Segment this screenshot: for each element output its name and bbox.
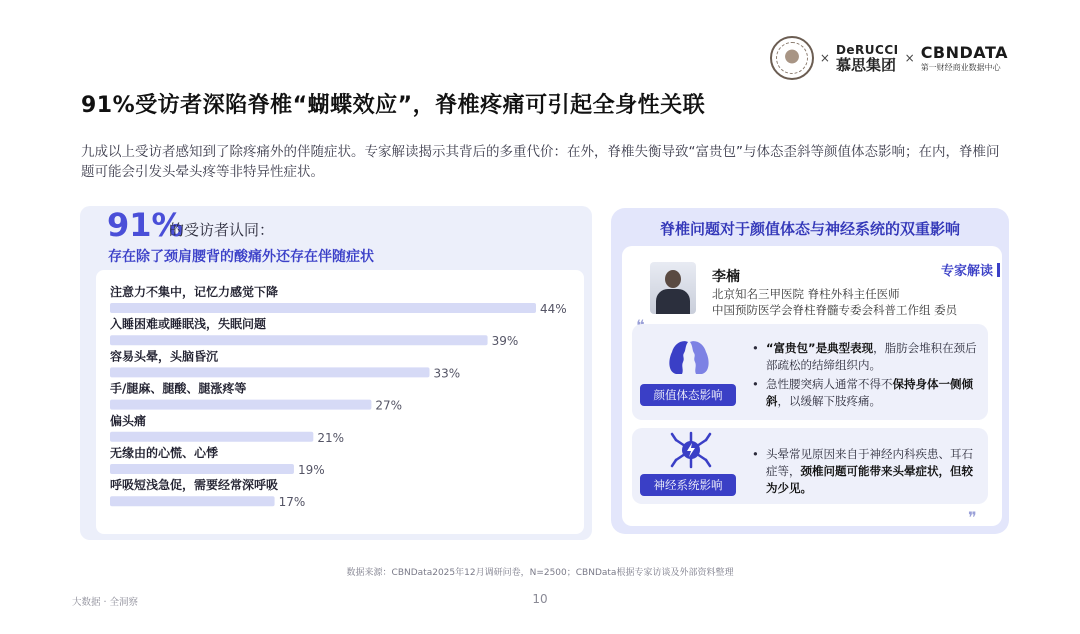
bar-chart-area bbox=[96, 270, 584, 534]
appearance-bullet-2-pre: 急性腰突病人通常不得不 bbox=[766, 377, 893, 391]
appearance-bullet-2-bold: 保持身体一侧倾斜 bbox=[766, 377, 973, 408]
quote-close-icon: ❞ bbox=[968, 508, 977, 527]
bar-value-label: 39% bbox=[491, 334, 519, 349]
appearance-bullet-2: • 急性腰突病人通常不得不保持身体一侧倾斜，以缓解下肢疼痛。 bbox=[752, 377, 973, 408]
right-panel-title: 脊椎问题对于颜值体态与神经系统的双重影响 bbox=[659, 220, 960, 238]
appearance-impact-label: 颜值体态影响 bbox=[640, 384, 736, 406]
face-profile-icon bbox=[662, 336, 716, 376]
expert-avatar bbox=[650, 262, 696, 314]
bar-value-label: 27% bbox=[375, 398, 403, 413]
footer-slogan: 大数据 · 全洞察 bbox=[72, 597, 139, 608]
nervous-bullet-1: • 头晕常见原因来自于神经内科疾患、耳石症等，颈椎问题可能带来头晕症状，但较为少见。 bbox=[752, 447, 973, 495]
times-sign: × bbox=[819, 51, 830, 65]
page-title: 91%受访者深陷脊椎“蝴蝶效应”，脊椎疼痛可引起全身性关联 bbox=[81, 93, 706, 118]
left-panel-header bbox=[80, 206, 592, 266]
expert-tag-bar bbox=[997, 263, 1000, 277]
headline-statement: 存在除了颈肩腰背的酸痛外还存在伴随症状 bbox=[108, 249, 374, 265]
derucci-logo bbox=[836, 44, 899, 73]
bar-category-label: 手/腿麻、腿酸、腿涨疼等 bbox=[110, 381, 247, 396]
bar-category-label: 入睡困难或睡眠浅，失眠问题 bbox=[110, 317, 267, 332]
bar-category-label: 呼吸短浅急促，需要经常深呼吸 bbox=[110, 478, 279, 493]
seal-logo-icon bbox=[770, 36, 814, 80]
nervous-bullet-1-bold: 颈椎问题可能带来头晕症状，但较为少见。 bbox=[766, 464, 973, 495]
expert-title-line2: 中国预防医学会脊柱脊髓专委会科普工作组 委员 bbox=[712, 303, 958, 317]
bar-value-label: 44% bbox=[540, 302, 567, 316]
nervous-bullet-1-pre: 头晕常见原因来自于神经内科疾患、耳石症等， bbox=[766, 447, 973, 478]
expert-tag bbox=[941, 260, 1000, 279]
data-source: 数据来源：CBNData2025年12月调研问卷，N=2500；CBNData根据专家访谈及外部资料整理 bbox=[346, 568, 734, 578]
bar-value-label: 19% bbox=[297, 463, 325, 477]
headline-percentage: 91% bbox=[107, 206, 184, 244]
bar-value-label: 33% bbox=[433, 366, 461, 381]
appearance-bullet-1: • “富贵包”是典型表现，脂肪会堆积在颈后部疏松的结缔组织内。 bbox=[752, 341, 977, 372]
derucci-logo-cn: 慕思集团 bbox=[835, 55, 896, 74]
derucci-logo-en: DeRUCCI bbox=[835, 42, 899, 57]
bar-value-label: 17% bbox=[278, 495, 306, 510]
appearance-bullet-1-rest: ，脂肪会堆积在颈后部疏松的结缔组织内。 bbox=[766, 341, 977, 372]
nervous-impact-label: 神经系统影响 bbox=[640, 474, 736, 496]
appearance-bullet-1-bold: “富贵包”是典型表现 bbox=[766, 341, 874, 355]
expert-tag-label: 专家解读 bbox=[940, 264, 993, 279]
bar-category-label: 注意力不集中，记忆力感觉下降 bbox=[110, 285, 279, 299]
expert-name: 李楠 bbox=[712, 269, 740, 285]
neuron-icon bbox=[664, 430, 718, 470]
times-sign-2: × bbox=[904, 51, 915, 65]
headline-text: 的受访者认同： bbox=[169, 221, 275, 239]
bar-category-label: 容易头晕，头脑昏沉 bbox=[110, 349, 219, 364]
appearance-bullet-2-rest: ，以缓解下肢疼痛。 bbox=[777, 394, 881, 408]
page-number: 10 bbox=[532, 592, 548, 606]
cbndata-logo-cn: 第一财经商业数据中心 bbox=[920, 62, 1001, 72]
bar-category-label: 无缘由的心慌、心悸 bbox=[110, 446, 219, 460]
page-subtitle: 九成以上受访者感知到了除疼痛外的伴随症状。专家解读揭示其背后的多重代价：在外，脊椎失衡导致“富贵包”与体态歪斜等颜值体态影响；在内，脊椎问题可能会引发头晕头疼等非特异性症状。 bbox=[81, 144, 1000, 180]
cbndata-logo-en: CBNDATA bbox=[920, 42, 1008, 62]
expert-title-line1: 北京知名三甲医院 脊柱外科主任医师 bbox=[712, 287, 900, 301]
bar-category-label: 偏头痛 bbox=[110, 413, 147, 428]
cbndata-logo bbox=[920, 42, 1008, 72]
brand-logos bbox=[770, 30, 1008, 86]
bar-value-label: 21% bbox=[317, 430, 344, 445]
